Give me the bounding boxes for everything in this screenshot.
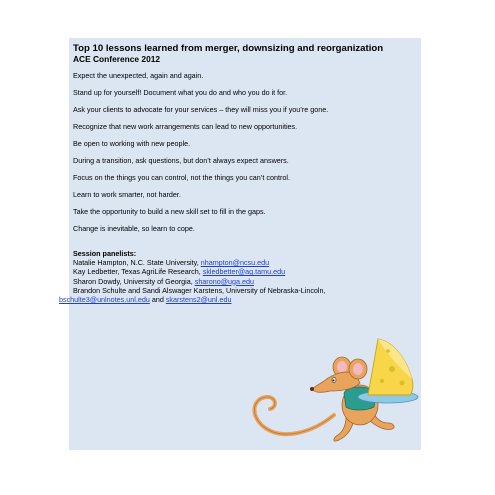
cheese-hole xyxy=(380,379,384,383)
lesson-item: Learn to work smarter, not harder. xyxy=(73,190,181,199)
document-page xyxy=(59,38,421,450)
panelist-item xyxy=(73,258,419,267)
lesson-item: Recognize that new work arrangements can lead to new opportunities. xyxy=(73,122,298,131)
lesson-item: Be open to working with new people. xyxy=(73,139,191,148)
panelist-item xyxy=(73,277,419,286)
panelist-email-link[interactable]: skledbetter@ag.tamu.edu xyxy=(202,267,286,277)
cheese-hole xyxy=(400,381,405,386)
email-joiner: and xyxy=(149,295,166,305)
panelist-email-link[interactable]: sharono@uga.edu xyxy=(194,276,254,286)
panelist-item: Brandon Schulte and Sandi Alswager Karstens, University of Nebraska-Lincoln, xyxy=(73,285,326,295)
mouse-tail-outline xyxy=(254,397,334,434)
panelist-name: Natalie Hampton, N.C. State University, xyxy=(73,258,201,267)
panelist-item xyxy=(73,267,419,276)
mouse-ear-inner xyxy=(353,363,363,375)
mouse-nose xyxy=(310,387,314,391)
cheese-hole xyxy=(389,366,395,372)
lesson-item: Take the opportunity to build a new skill set to fill in the gaps. xyxy=(73,207,266,216)
cheese-hole xyxy=(386,349,390,353)
panelist-name: Kay Ledbetter, Texas AgriLife Research, xyxy=(73,267,203,277)
panelist-name: Sharon Dowdy, University of Georgia, xyxy=(73,276,195,286)
mouse-pupil xyxy=(333,379,335,381)
mouse-cheese-illustration xyxy=(242,323,420,448)
document-subtitle: ACE Conference 2012 xyxy=(73,54,161,64)
lesson-item: Focus on the things you can control, not the things you can’t control. xyxy=(73,173,290,182)
panelist-email-link[interactable]: nhampton@ncsu.edu xyxy=(200,258,270,267)
lesson-item: Expect the unexpected, again and again. xyxy=(73,71,204,80)
document-title: Top 10 lessons learned from merger, downsizing and reorganization xyxy=(73,43,384,54)
lesson-item: Ask your clients to advocate for your services – they will miss you if you’re gone. xyxy=(73,105,329,114)
lesson-item: Stand up for yourself! Document what you do and who you do it for. xyxy=(73,88,288,97)
panelist-email-link[interactable]: skarstens2@unl.edu xyxy=(165,295,232,305)
panelist-emails-line xyxy=(59,295,419,304)
panelist-email-link[interactable]: bschulte3@unlnotes.unl.edu xyxy=(59,295,150,305)
lesson-item: Change is inevitable, so learn to cope. xyxy=(73,224,195,233)
panelists-list xyxy=(59,258,419,305)
mouse-ear-inner xyxy=(337,361,347,373)
panelists-heading: Session panelists: xyxy=(73,249,137,258)
lessons-list xyxy=(73,71,419,241)
lesson-item: During a transition, ask questions, but don’t always expect answers. xyxy=(73,156,289,165)
